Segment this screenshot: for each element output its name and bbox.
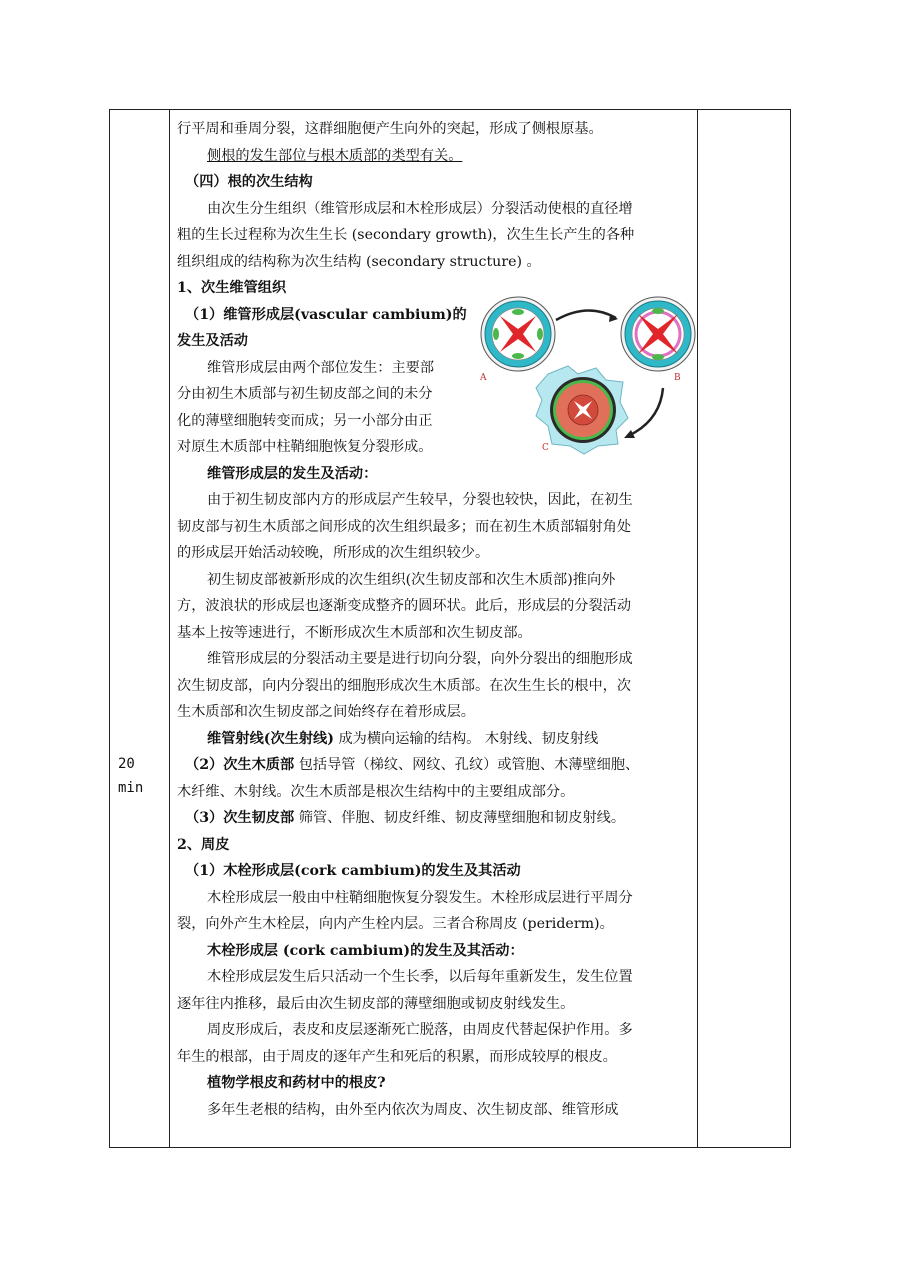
paragraph-text: 筛管、伴胞、韧皮纤维、韧皮薄壁细胞和韧皮射线。 xyxy=(294,810,626,826)
paragraph-line: 由次生分生组织（维管形成层和木栓形成层）分裂活动使根的直径增 xyxy=(207,200,633,217)
paragraph-line: 次生韧皮部，向内分裂出的细胞形成次生木质部。在次生生长的根中，次 xyxy=(177,677,632,694)
paragraph-line: 生木质部和次生韧皮部之间始终存在着形成层。 xyxy=(177,704,475,720)
paragraph-line: 行平周和垂周分裂，这群细胞便产生向外的突起，形成了侧根原基。 xyxy=(177,121,603,137)
time-unit: min xyxy=(118,780,144,796)
cross-section-a xyxy=(481,297,555,371)
lesson-table xyxy=(109,109,791,1148)
column-divider-1 xyxy=(169,110,170,1147)
paragraph-line: 化的薄壁细胞转变而成；另一小部分由正 xyxy=(177,412,433,429)
paragraph-line: 逐年往内推移，最后由次生韧皮部的薄壁细胞或韧皮射线发生。 xyxy=(177,995,575,1012)
time-cell xyxy=(118,752,143,800)
bold-question: 植物学根皮和药材中的根皮? xyxy=(207,1075,386,1091)
paragraph-line: 粗的生长过程称为次生生长 (secondary growth)，次生生长产生的各种 xyxy=(177,227,635,243)
cross-section-c xyxy=(536,366,628,454)
underlined-sentence: 侧根的发生部位与根木质部的类型有关。 xyxy=(207,147,463,164)
item-heading-1-cont: 发生及活动 xyxy=(177,333,248,349)
paragraph-text: 成为横向运输的结构。 木射线、韧皮射线 xyxy=(333,730,599,747)
paragraph-line: 维管形成层由两个部位发生：主要部 xyxy=(207,359,435,376)
bold-heading: 木栓形成层 (cork cambium)的发生及其活动： xyxy=(207,942,524,959)
paragraph-line: 基本上按等速进行，不断形成次生木质部和次生韧皮部。 xyxy=(177,624,532,641)
paragraph-line: 木栓形成层一般由中柱鞘细胞恢复分裂发生。木栓形成层进行平周分 xyxy=(207,889,633,906)
arrow-b-to-c xyxy=(628,388,663,436)
item-heading-3: （3）次生韧皮部 xyxy=(185,810,295,826)
paragraph-line: 年生的根部，由于周皮的逐年产生和死后的积累，而形成较厚的根皮。 xyxy=(177,1048,617,1065)
label-b: B xyxy=(674,373,681,383)
label-c: C xyxy=(542,443,549,453)
root-cross-section-diagram xyxy=(478,296,708,466)
item-heading-2: （2）次生木质部 xyxy=(185,757,295,773)
paragraph-line: 木栓形成层发生后只活动一个生长季，以后每年重新发生，发生位置 xyxy=(207,969,633,985)
subsection-heading-1: 1、次生维管组织 xyxy=(177,280,287,296)
paragraph-text: 包括导管（梯纹、网纹、孔纹）或管胞、木薄壁细胞、 xyxy=(294,757,640,773)
term-vascular-ray: 维管射线(次生射线) xyxy=(207,730,334,747)
paragraph-line: 分由初生木质部与初生韧皮部之间的未分 xyxy=(177,386,433,402)
paragraph-line: 多年生老根的结构，由外至内依次为周皮、次生韧皮部、维管形成 xyxy=(207,1101,619,1118)
subsection-heading-2: 2、周皮 xyxy=(177,836,230,853)
paragraph-line: 由于初生韧皮部内方的形成层产生较早，分裂也较快，因此，在初生 xyxy=(207,492,633,508)
paragraph-line: 裂，向外产生木栓层，向内产生栓内层。三者合称周皮 (periderm)。 xyxy=(177,916,614,932)
label-a: A xyxy=(480,373,487,383)
time-amount: 20 xyxy=(118,756,135,772)
paragraph-line: 组织组成的结构称为次生结构 (secondary structure) 。 xyxy=(177,253,541,270)
bold-heading: 维管形成层的发生及活动： xyxy=(207,465,378,482)
paragraph-line: 的形成层开始活动较晚，所形成的次生组织较少。 xyxy=(177,545,490,561)
paragraph-line: 维管形成层的分裂活动主要是进行切向分裂，向外分裂出的细胞形成 xyxy=(207,651,633,667)
root-secondary-growth-figure xyxy=(478,296,708,466)
section-heading-4: （四）根的次生结构 xyxy=(185,174,313,190)
paragraph-line: 初生韧皮部被新形成的次生组织(次生韧皮部和次生木质部)推向外 xyxy=(207,571,616,588)
paragraph-line: 周皮形成后，表皮和皮层逐渐死亡脱落，由周皮代替起保护作用。多 xyxy=(207,1022,633,1038)
item-heading-cork: （1）木栓形成层(cork cambium)的发生及其活动 xyxy=(185,863,521,879)
item-heading-1: （1）维管形成层(vascular cambium)的 xyxy=(185,306,467,323)
content-cell xyxy=(177,116,702,1123)
paragraph-line: 对原生木质部中柱鞘细胞恢复分裂形成。 xyxy=(177,439,433,455)
cross-section-b xyxy=(621,297,695,371)
paragraph-line: 方，波浪状的形成层也逐渐变成整齐的圆环状。此后，形成层的分裂活动 xyxy=(177,598,632,614)
paragraph-line: 木纤维、木射线。次生木质部是根次生结构中的主要组成部分。 xyxy=(177,783,575,800)
paragraph-line: 韧皮部与初生木质部之间形成的次生组织最多；而在初生木质部辐射角处 xyxy=(177,518,632,535)
arrow-a-to-b xyxy=(556,310,616,320)
